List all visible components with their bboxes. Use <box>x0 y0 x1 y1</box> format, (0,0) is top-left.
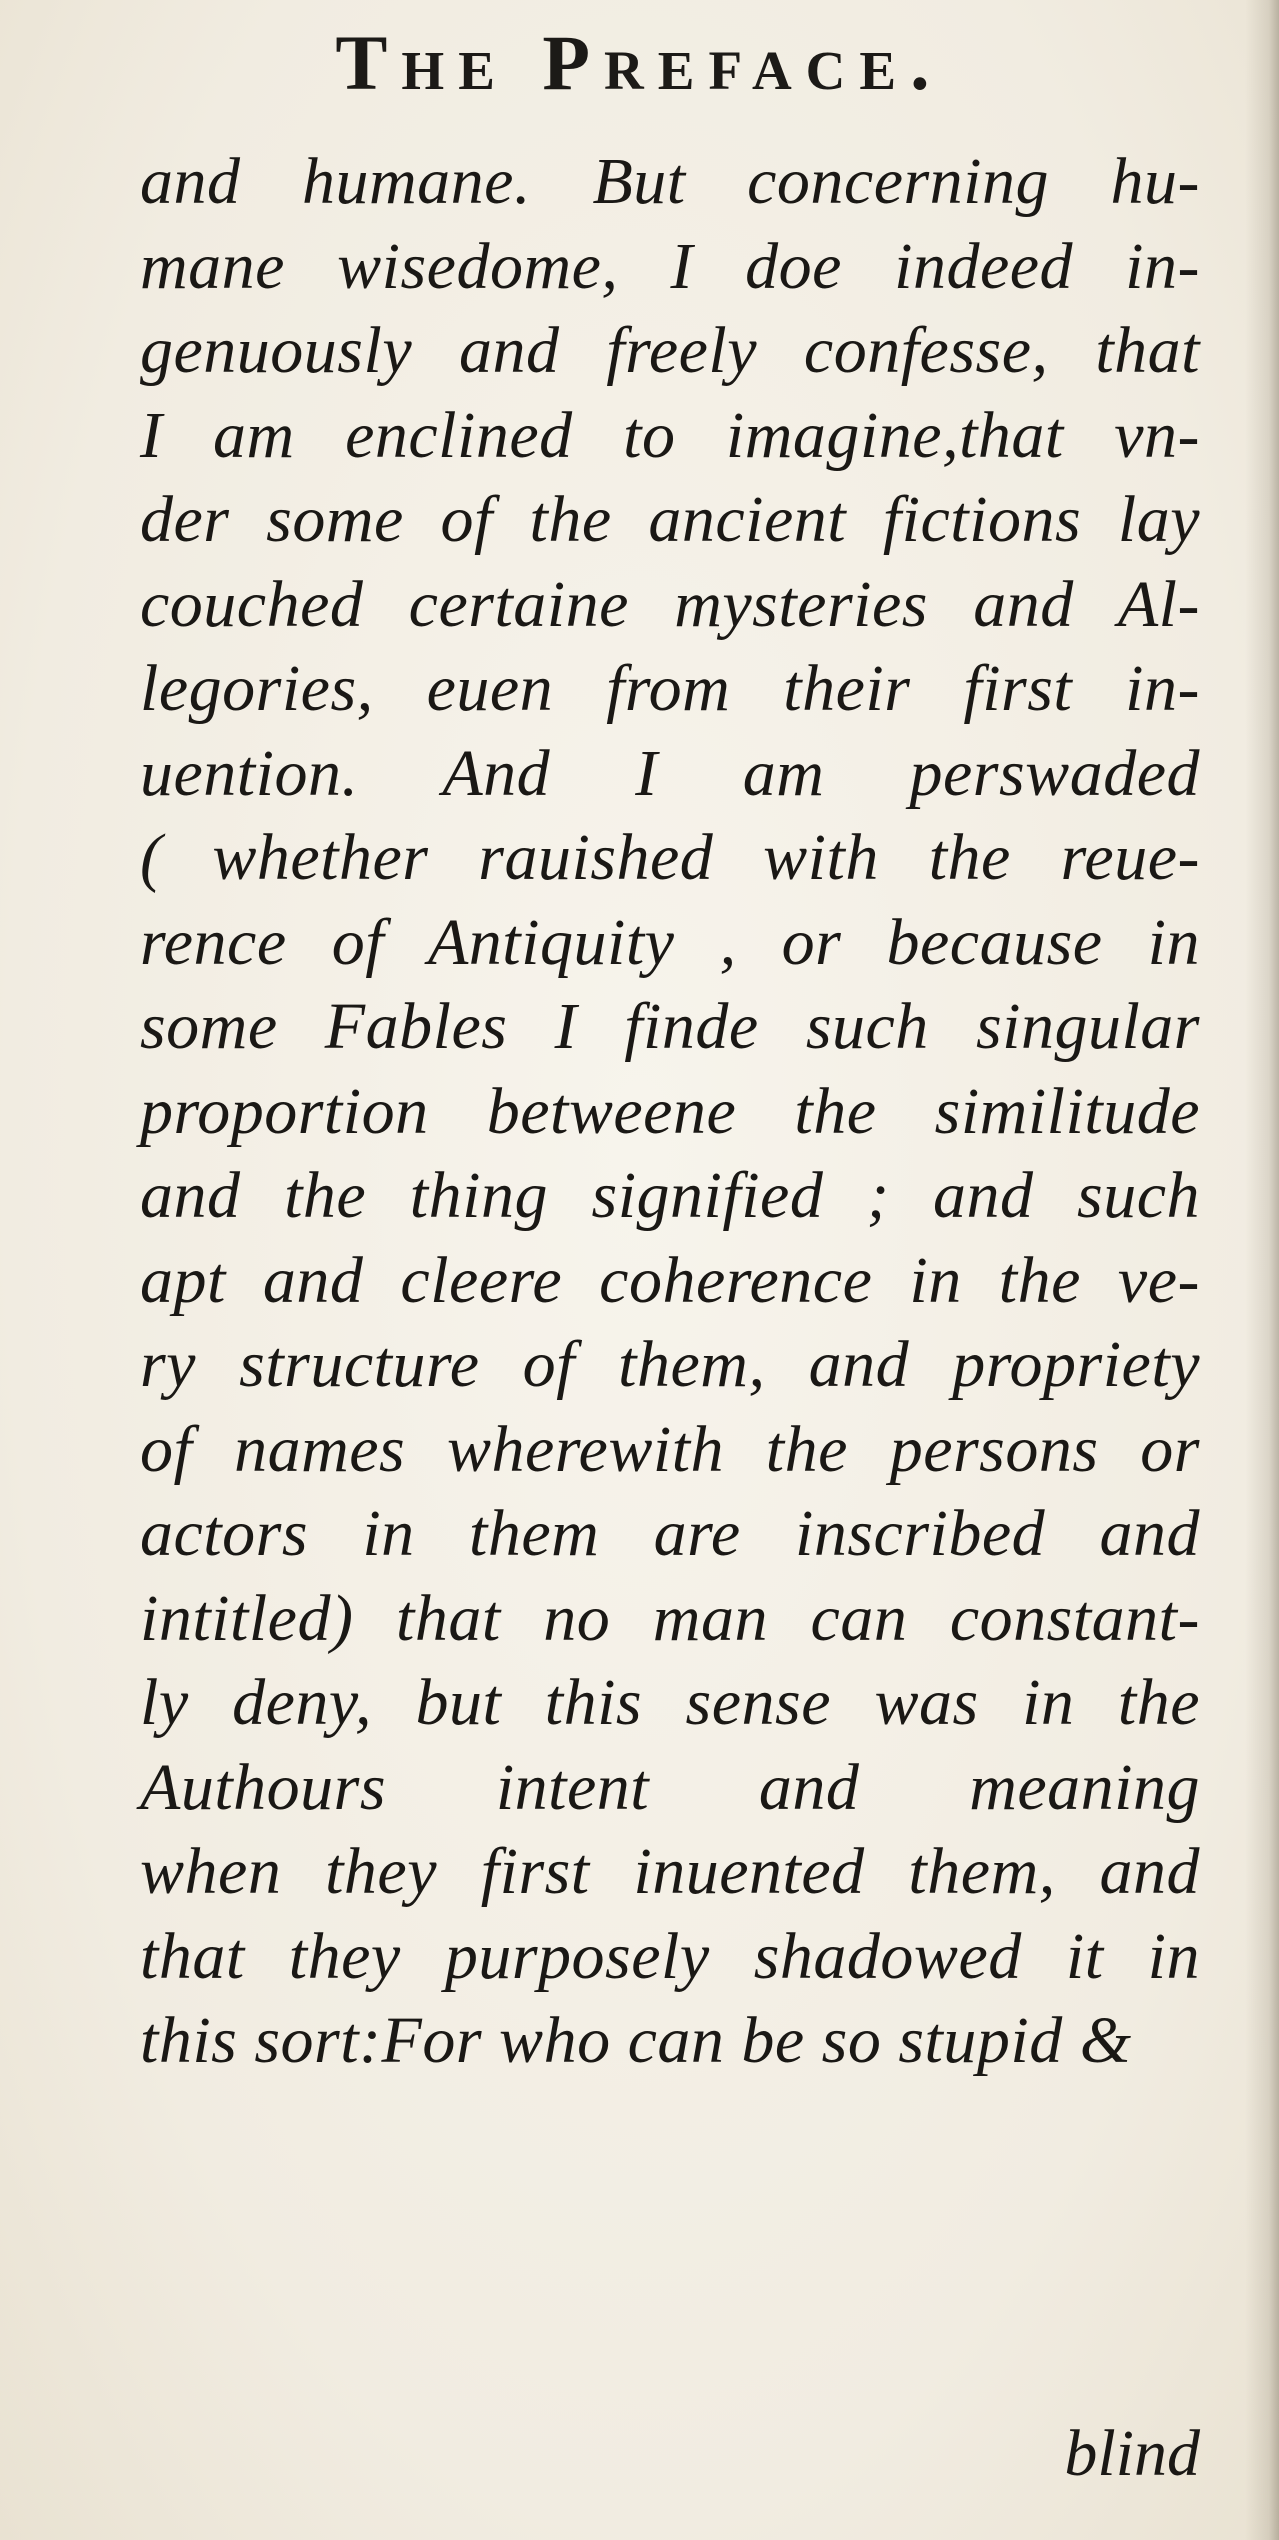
text-line: that they purposely shadowed it in <box>140 1919 1200 1993</box>
text-line: genuously and freely confesse, that <box>140 314 1200 387</box>
text-line: ry structure of them, and propriety <box>140 1328 1200 1401</box>
catchword: blind <box>1064 2417 1200 2490</box>
text-line: intitled) that no man can constant- <box>140 1581 1200 1655</box>
text-line: and humane. But concerning hu- <box>140 145 1200 218</box>
text-line: ly deny, but this sense was in the <box>140 1666 1200 1739</box>
text-line: when they first inuented them, and <box>140 1835 1200 1908</box>
text-line: couched certaine mysteries and Al- <box>140 567 1200 641</box>
text-line: this sort:For who can be so stupid & <box>140 2004 1132 2077</box>
text-line: Authours intent and meaning <box>140 1750 1200 1824</box>
body-text <box>140 140 1200 2490</box>
text-line: mane wisedome, I doe indeed in- <box>140 229 1200 303</box>
text-line: actors in them are inscribed and <box>140 1497 1200 1570</box>
text-line: apt and cleere coherence in the ve- <box>140 1243 1200 1317</box>
text-line: of names wherewith the persons or <box>140 1412 1200 1486</box>
text-line: legories, euen from their first in- <box>140 652 1200 725</box>
text-line: some Fables I finde such singular <box>140 990 1200 1063</box>
text-line: I am enclined to imagine,that vn- <box>140 398 1200 472</box>
page-gutter-shadow <box>1245 0 1279 2540</box>
text-line: ( whether rauished with the reue- <box>140 821 1200 894</box>
text-line: uention. And I am perswaded <box>140 736 1200 810</box>
text-line: proportion betweene the similitude <box>140 1074 1200 1148</box>
text-line: der some of the ancient fictions lay <box>140 483 1200 556</box>
text-line: and the thing signified ; and such <box>140 1159 1200 1232</box>
text-line: rence of Antiquity , or because in <box>140 905 1200 979</box>
running-head: The Preface. <box>335 19 944 106</box>
